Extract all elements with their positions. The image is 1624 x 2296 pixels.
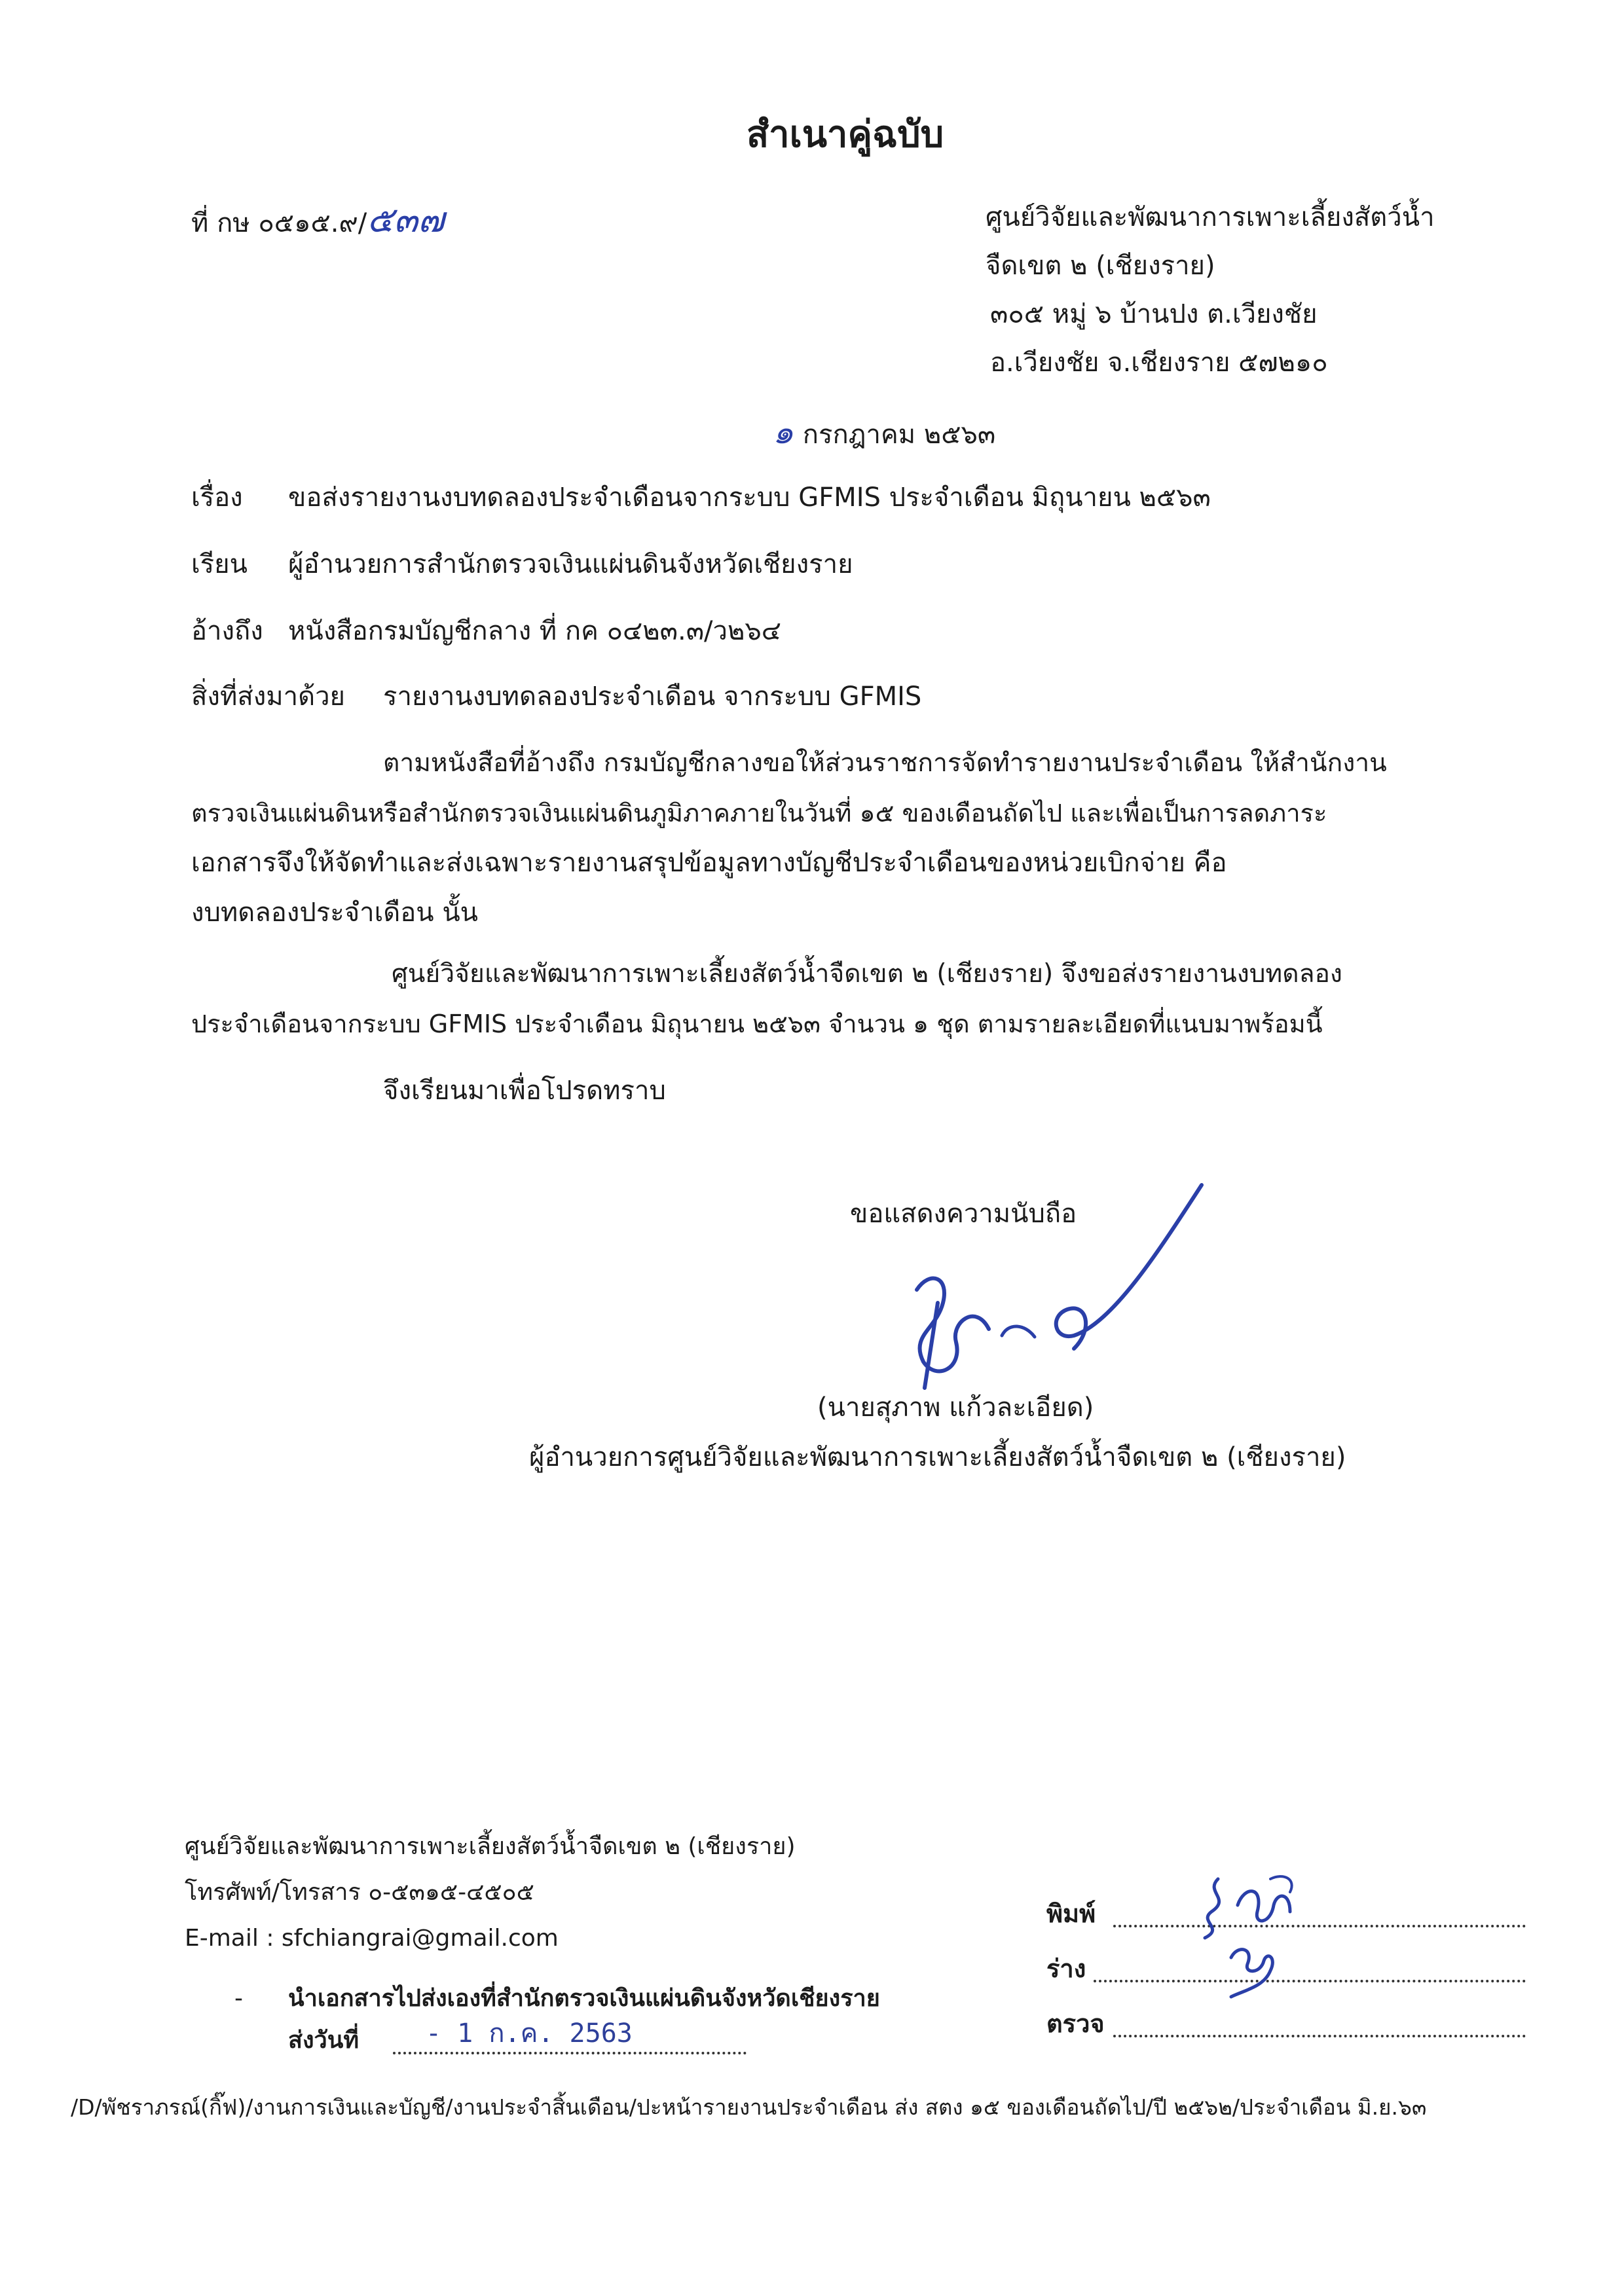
footer-phone: โทรศัพท์/โทรสาร ๐-๕๓๑๕-๔๕๐๕ bbox=[185, 1879, 534, 1906]
sender-address-line-2: จืดเขต ๒ (เชียงราย) bbox=[986, 251, 1215, 281]
document-date bbox=[773, 414, 995, 453]
delivery-note: นำเอกสารไปส่งเองที่สำนักตรวจเงินแผ่นดินจังหวัดเชียงราย bbox=[288, 1985, 880, 2012]
reference-value: หนังสือกรมบัญชีกลาง ที่ กค ๐๔๒๓.๓/ว๒๖๔ bbox=[288, 616, 782, 646]
to-label: เรียน bbox=[191, 549, 248, 579]
delivery-bullet: - bbox=[234, 1985, 243, 2012]
doc-number-handwritten: ๕๓๗ bbox=[367, 199, 445, 240]
enclosure-label: สิ่งที่ส่งมาด้วย bbox=[191, 682, 345, 712]
send-date-dotted-line bbox=[393, 2052, 747, 2054]
doc-number bbox=[191, 199, 445, 242]
send-date-label: ส่งวันที่ bbox=[288, 2027, 360, 2054]
document-title: สำเนาคู่ฉบับ bbox=[747, 113, 944, 156]
signature-icon bbox=[877, 1172, 1218, 1408]
file-path: /D/พัชราภรณ์(กิ๊ฟ)/งานการเงินและบัญชี/งานประจำสิ้นเดือน/ปะหน้ารายงานประจำเดือน ส่ง สตง ๑๕ ของเดือนถัดไป/ปี ๒๕๖๒/ประจำเดือน มิ.ย.๖๓ bbox=[71, 2094, 1427, 2120]
para1-line-3: เอกสารจึงให้จัดทำและส่งเฉพาะรายงานสรุปข้อมูลทางบัญชีประจำเดือนของหน่วยเบิกจ่าย คือ bbox=[191, 848, 1227, 878]
date-day-handwritten: ๑ bbox=[773, 413, 794, 451]
initials-signature-icon bbox=[1192, 1866, 1323, 2036]
para2-line-1: ศูนย์วิจัยและพัฒนาการเพาะเลี้ยงสัตว์น้ำจืดเขต ๒ (เชียงราย) จึงขอส่งรายงานงบทดลอง bbox=[392, 959, 1342, 989]
enclosure-value: รายงานงบทดลองประจำเดือน จากระบบ GFMIS bbox=[383, 682, 922, 712]
doc-number-prefix: ที่ กษ ๐๕๑๕.๙/ bbox=[191, 208, 367, 238]
para3: จึงเรียนมาเพื่อโปรดทราบ bbox=[383, 1076, 666, 1106]
closing-regards: ขอแสดงความนับถือ bbox=[850, 1199, 1077, 1229]
signer-title: ผู้อำนวยการศูนย์วิจัยและพัฒนาการเพาะเลี้ยงสัตว์น้ำจืดเขต ๒ (เชียงราย) bbox=[529, 1442, 1346, 1472]
para1-line-2: ตรวจเงินแผ่นดินหรือสำนักตรวจเงินแผ่นดินภูมิภาคภายในวันที่ ๑๕ ของเดือนถัดไป และเพื่อเป็นการลดภาระ bbox=[191, 799, 1327, 828]
para2-line-2: ประจำเดือนจากระบบ GFMIS ประจำเดือน มิถุนายน ๒๕๖๓ จำนวน ๑ ชุด ตามรายละเอียดที่แนบมาพร้อมนี้ bbox=[191, 1010, 1323, 1038]
check-label: ตรวจ bbox=[1046, 2009, 1105, 2038]
sender-address-line-1: ศูนย์วิจัยและพัฒนาการเพาะเลี้ยงสัตว์น้ำ bbox=[986, 202, 1435, 232]
para1-line-1: ตามหนังสือที่อ้างถึง กรมบัญชีกลางขอให้ส่วนราชการจัดทำรายงานประจำเดือน ให้สำนักงาน bbox=[383, 748, 1387, 778]
date-month-year: กรกฎาคม ๒๕๖๓ bbox=[802, 420, 996, 450]
subject-value: ขอส่งรายงานงบทดลองประจำเดือนจากระบบ GFMIS ประจำเดือน มิถุนายน ๒๕๖๓ bbox=[288, 483, 1211, 513]
subject-label: เรื่อง bbox=[191, 483, 243, 513]
footer-org: ศูนย์วิจัยและพัฒนาการเพาะเลี้ยงสัตว์น้ำจืดเขต ๒ (เชียงราย) bbox=[185, 1833, 796, 1860]
draft-label: ร่าง bbox=[1046, 1954, 1086, 1983]
para1-line-4: งบทดลองประจำเดือน นั้น bbox=[191, 898, 479, 928]
print-label: พิมพ์ bbox=[1046, 1899, 1096, 1928]
reference-label: อ้างถึง bbox=[191, 616, 263, 646]
to-value: ผู้อำนวยการสำนักตรวจเงินแผ่นดินจังหวัดเชียงราย bbox=[288, 549, 853, 579]
sender-address-line-3: ๓๐๕ หมู่ ๖ บ้านปง ต.เวียงชัย bbox=[990, 299, 1318, 329]
footer-email: E-mail : sfchiangrai@gmail.com bbox=[185, 1925, 559, 1952]
send-date-stamp: - 1 ก.ค. 2563 bbox=[426, 2018, 633, 2049]
sender-address-line-4: อ.เวียงชัย จ.เชียงราย ๕๗๒๑๐ bbox=[990, 348, 1328, 378]
signer-name: (นายสุภาพ แก้วละเอียด) bbox=[817, 1393, 1094, 1423]
